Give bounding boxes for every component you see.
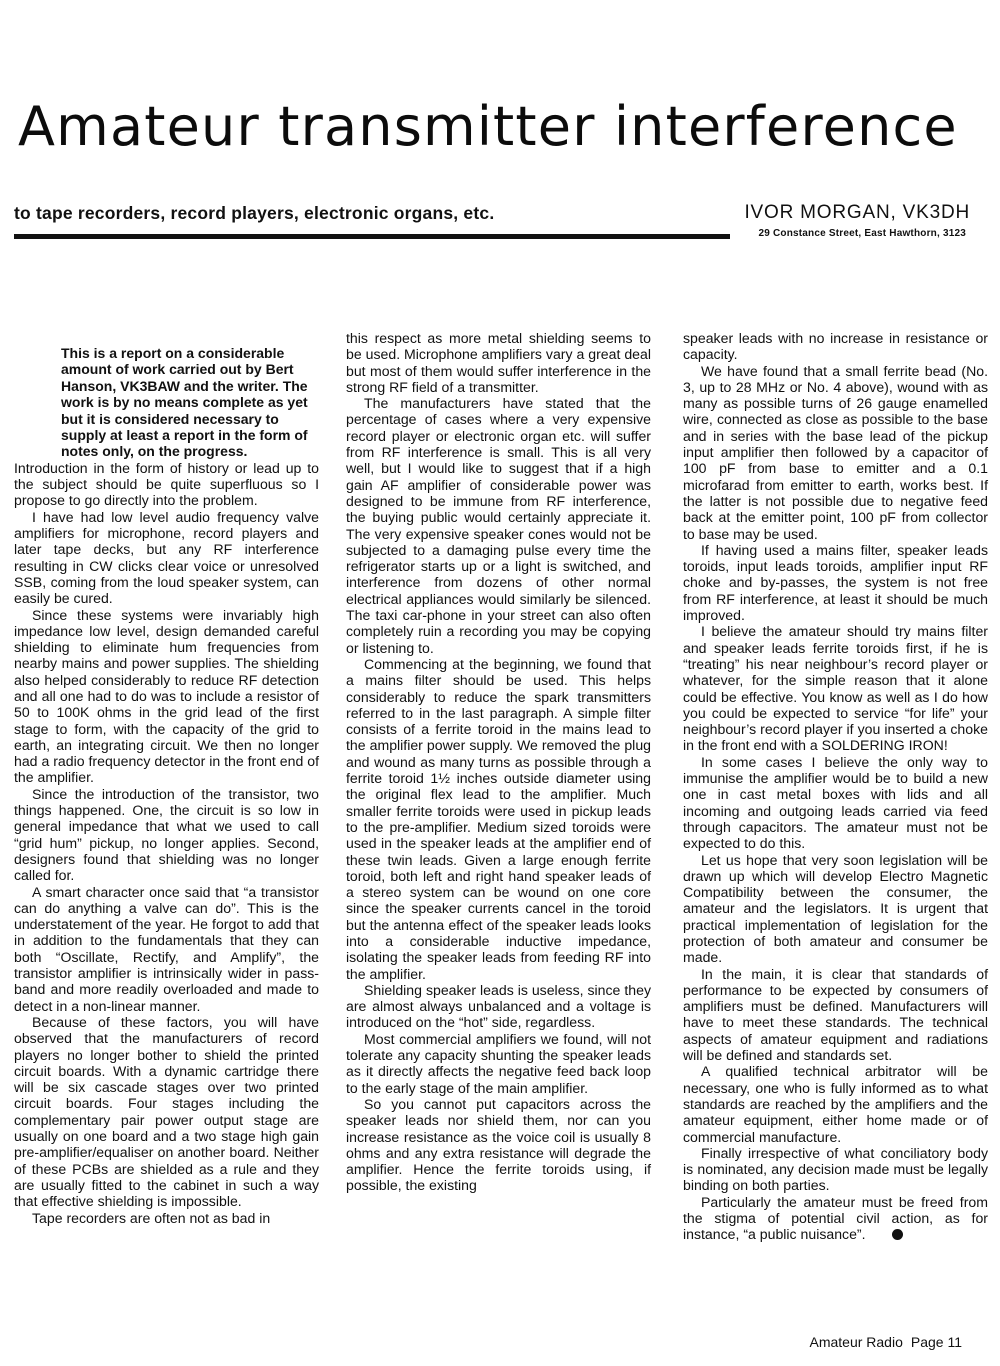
paragraph: In some cases I believe the only way to immunise the amplifier would be to build a new one in cast metal boxes with lids and all incoming and outgoing leads carried via feed through capacitors. The amateur must not be expected to do this. [683,753,988,852]
article-abstract: This is a report on a considerable amount of work carried out by Bert Hanson, VK3BAW and the writer. The work is by no means complete as yet but it is considered necessary to supply at least a report in the form of notes only, on the progress. [61,345,308,460]
paragraph: Since these systems were invariably high impedance low level, design demanded careful shielding to eliminate hum frequencies from nearby mains and power supplies. The shielding also helped considerably to reduce RF detection and all one had to do was to include a resistor of 50 to 100K ohms in the grid lead of the first stage to form, with the capacity of the grid to earth, an integrating circuit. We then no longer had a radio frequency detector in the front end of the amplifier. [14,606,319,786]
text-column-3 [683,330,988,1243]
paragraph: A qualified technical arbitrator will be necessary, one who is fully informed as to what standards are reached by the amplifiers and the amateur equipment, either home made or of commercial manufacture. [683,1063,988,1145]
page-footer [809,1334,962,1350]
paragraph: If having used a mains filter, speaker leads toroids, input leads toroids, amplifier input RF choke and by-passes, the system is not free from RF interference, at least it should be much improved. [683,541,988,624]
paragraph: Because of these factors, you will have observed that the manufacturers of record players no longer bother to shield the printed circuit boards. With a dynamic cartridge there will be six cascade stages over two printed circuit boards. Four stages including the complementary pair power output stage are usually on one board and a two stage high gain pre-amplifier/equaliser on another board. Neither of these PCBs are shielded as a rule and they are usually fitted to the cabinet in such a way that effective shielding is impossible. [14,1013,319,1210]
paragraph: Introduction in the form of history or lead up to the subject should be quite superfluous so I propose to go directly into the problem. [14,459,319,509]
paragraph: Most commercial amplifiers we found, will not tolerate any capacity shunting the speaker leads as it directly affects the negative feed back loop to the early stage of the main amplifier. [346,1030,651,1096]
paragraph: I believe the amateur should try mains filter and speaker leads ferrite toroids first, if he is “treating” his near neighbour’s record player or whatever, for the simple reason that it alone could be effective. You know as well as I do how you could be expected to service “for life” your neighbour’s record player if you inserted a choke in the front end with a SOLDERING IRON! [683,623,988,754]
author-byline: IVOR MORGAN, VK3DH [744,202,970,223]
page-number: Page 11 [910,1334,962,1350]
author-address: 29 Constance Street, East Hawthorn, 3123 [758,228,966,239]
paragraph: In the main, it is clear that standards of performance to be expected by consumers of amplifiers must be defined. Manufacturers will have to meet these standards. The technical aspects of amateur equipment and radiations will be defined and standards set. [683,965,988,1064]
paragraph: A smart character once said that “a transistor can do anything a valve can do”. This is the understatement of the year. He forgot to add that in addition to the fundamentals that they can both “Oscillate, Rectify, and Amplify”, the transistor amplifier is intrinsically wider in pass-band and more readily overloaded and made to detect in a non-linear manner. [14,883,319,1014]
paragraph: So you cannot put capacitors across the speaker leads nor shield them, nor can you increase resistance as the voice coil is usually 8 ohms and any extra resistance will degrade the amplifier. Hence the ferrite toroids using, if possible, the existing [346,1095,651,1194]
paragraph: We have found that a small ferrite bead (No. 3, up to 28 MHz or No. 4 above), wound with as many as possible turns of 26 gauge enamelled wire, connected as close as possible to the base and in series with the base lead of the pickup input amplifier then followed by a capacitor of 100 pF from base to emitter and a 0.1 microfarad from emitter to earth, works best. If the latter is not possible due to negative feed back at the emitter point, 100 pF from collector to base may be used. [683,362,988,542]
text-column-2 [346,330,651,1194]
paragraph: this respect as more metal shielding seems to be used. Microphone amplifiers vary a great deal but most of them would suffer interference in the strong RF field of a transmitter. [346,330,651,395]
paragraph: Shielding speaker leads is useless, since they are almost always unbalanced and a voltage is introduced on the “hot” side, regardless. [346,981,651,1031]
text-column-1 [14,330,319,1226]
paragraph: Finally irrespective of what conciliatory body is nominated, any decision made must be legally binding on both parties. [683,1144,988,1194]
heading-rule [14,234,730,239]
paragraph: The manufacturers have stated that the percentage of cases where a very expensive record player or electronic organ etc. will suffer from RF interference is small. This is all very well, but I would like to suggest that if a high gain AF amplifier of considerable power was designed to be immune from RF interference, the buying public would certainly appreciate it. The very expensive speaker cones would not be subjected to a damaging pulse every time the refrigerator starts up or a light is switched, and interference from dozens of other normal electrical appliances would similarly be silenced. The taxi car-phone in your street can also often completely ruin a recording you may be copying or listening to. [346,395,651,656]
paragraph: Since the introduction of the transistor, two things happened. One, the circuit is so low in general impedance that what we used to call “grid hum” pickup, no longer applies. Second, designers found that shielding was no longer called for. [14,785,319,884]
final-paragraph-text: Particularly the amateur must be freed from the stigma of potential civil action, as for instance, “a public nuisance”. [683,1193,988,1243]
paragraph: Let us hope that very soon legislation will be drawn up which will develop Electro Magnetic Compatibility between the consumer, the amateur and the legislators. It is urgent that practical implementation of legislation for the protection of both amateur and consumer be made. [683,851,988,966]
publication-name: Amateur Radio [809,1334,903,1350]
paragraph: I have had low level audio frequency valve amplifiers for microphone, record players and later tape decks, but any RF interference resulting in CW clicks clear voice or unresolved SSB, coming from the loud speaker system, can easily be cured. [14,508,319,607]
paragraph: Tape recorders are often not as bad in [32,1209,271,1226]
article-title: Amateur transmitter interference [18,95,958,158]
paragraph: speaker leads with no increase in resistance or capacity. [683,330,988,363]
article-subtitle: to tape recorders, record players, electronic organs, etc. [14,203,495,223]
paragraph: Commencing at the beginning, we found that a mains filter should be used. This helps considerably to reduce the spark transmitters referred to in the last paragraph. A simple filter consists of a ferrite toroid in the mains lead to the amplifier power supply. We removed the plug and wound as many turns as possible through a ferrite toroid 1½ inches outside diameter using the original flex lead to the amplifier. Much smaller ferrite toroids were used in pickup leads to the pre-amplifier. Medium sized toroids were used in the speaker leads at the amplifier end of these twin leads. Given a large enough ferrite toroid, both left and right hand speaker leads of a stereo system can be wound on one core since the speaker currents cancel in the toroid but the antenna effect of the speaker leads looks into a considerable inductive impedance, isolating the speaker leads from feeding RF into the amplifier. [346,655,651,982]
end-of-article-icon [892,1229,903,1240]
final-paragraph [683,1194,988,1243]
